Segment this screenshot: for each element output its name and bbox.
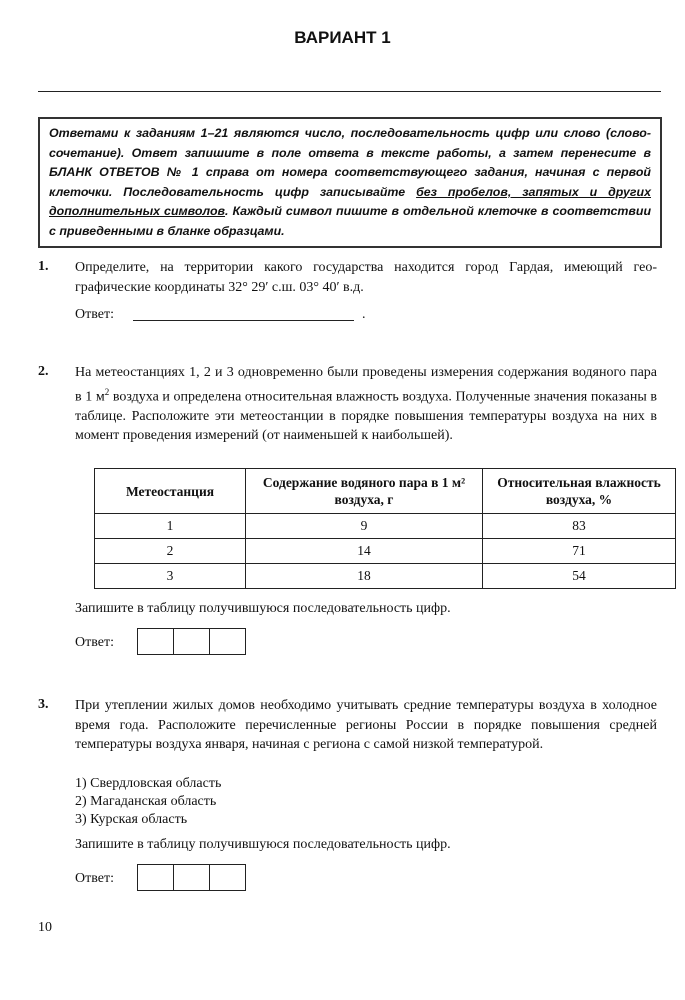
question-3-write-prompt: Запишите в таблицу получившуюся последовательность цифр.	[75, 837, 451, 852]
question-2-answer-label: Ответ:	[75, 635, 114, 650]
option-item: 2) Магаданская область	[75, 794, 217, 809]
table-cell: 54	[483, 564, 676, 589]
answer-box[interactable]	[209, 628, 246, 655]
table-cell: 9	[246, 514, 483, 539]
question-1-answer-dot: .	[362, 307, 366, 322]
table-cell: 14	[246, 539, 483, 564]
title-divider	[38, 91, 661, 92]
question-2-answer-boxes	[137, 628, 246, 655]
table-header-humidity: Относительная влажность воздуха, %	[483, 469, 676, 514]
table-row	[95, 514, 676, 539]
instructions-underlined: без пробелов, запятых и других дополнительных символов	[49, 184, 651, 218]
question-2-superscript: 2	[104, 386, 110, 397]
page-title: ВАРИАНТ 1	[294, 28, 391, 47]
table-header-vapor: Содержание водяного пара в 1 м² воздуха, г	[246, 469, 483, 514]
question-2-text-b: воздуха и определена относительная влажность воздуха. Полученные значения показаны в таблице. Расположите эти метеостанции в порядке повышения температуры воздуха на них в момент проведения измерений (от наименьшей к наибольшей).	[75, 389, 657, 444]
question-2-number: 2.	[38, 364, 49, 379]
question-1-text: Определите, на территории какого государства находится город Гардая, имеющий географические координаты 32° 29′ с.ш. 03° 40′ в.д.	[75, 260, 657, 295]
question-3-options	[75, 775, 221, 829]
table-cell: 71	[483, 539, 676, 564]
measurements-table	[94, 468, 676, 589]
question-2-write-prompt: Запишите в таблицу получившуюся последовательность цифр.	[75, 601, 451, 616]
table-cell: 2	[95, 539, 246, 564]
table-cell: 1	[95, 514, 246, 539]
question-2-text	[75, 363, 657, 446]
table-row	[95, 564, 676, 589]
question-1-answer-field[interactable]	[133, 320, 354, 321]
answer-box[interactable]	[173, 864, 210, 891]
question-3-answer-label: Ответ:	[75, 871, 114, 886]
table-cell: 18	[246, 564, 483, 589]
option-item: 3) Курская область	[75, 812, 188, 827]
instructions-box	[38, 117, 662, 248]
instructions-text-2: . Каждый символ пишите в отдельной клеточке в соответствии с приведенными в бланке образцами.	[49, 204, 652, 238]
answer-box[interactable]	[209, 864, 246, 891]
question-3-number: 3.	[38, 697, 49, 712]
table-header-station: Метеостанция	[95, 469, 246, 514]
question-1-number: 1.	[38, 259, 49, 274]
page-number: 10	[38, 920, 52, 935]
table-row	[95, 539, 676, 564]
answer-box[interactable]	[137, 628, 174, 655]
table-cell: 3	[95, 564, 246, 589]
question-3-text: При утеплении жилых домов необходимо учитывать средние температуры воздуха в холодное время года. Расположите перечисленные регионы России в порядке повышения средней температуры воздуха января, начиная с региона с самой низкой температурой.	[75, 698, 657, 752]
question-1-answer-label: Ответ:	[75, 307, 114, 322]
table-cell: 83	[483, 514, 676, 539]
instructions-text-1: Ответами к заданиям 1–21 являются число, последовательность цифр или слово (словосочетание). Ответ запишите в поле ответа в тексте работы, а затем перенесите в БЛАНК ОТВЕТОВ № 1 справа от номера соответствующего задания, начиная с первой клеточки. Последовательность цифр записывайте	[49, 126, 651, 199]
answer-box[interactable]	[137, 864, 174, 891]
question-2-text-a: На метеостанциях 1, 2 и 3 одновременно были проведены измерения содержания водяного пара в 1 м	[75, 365, 657, 405]
option-item: 1) Свердловская область	[75, 776, 222, 791]
answer-box[interactable]	[173, 628, 210, 655]
question-3-answer-boxes	[137, 864, 246, 891]
table-header-row	[95, 469, 676, 514]
